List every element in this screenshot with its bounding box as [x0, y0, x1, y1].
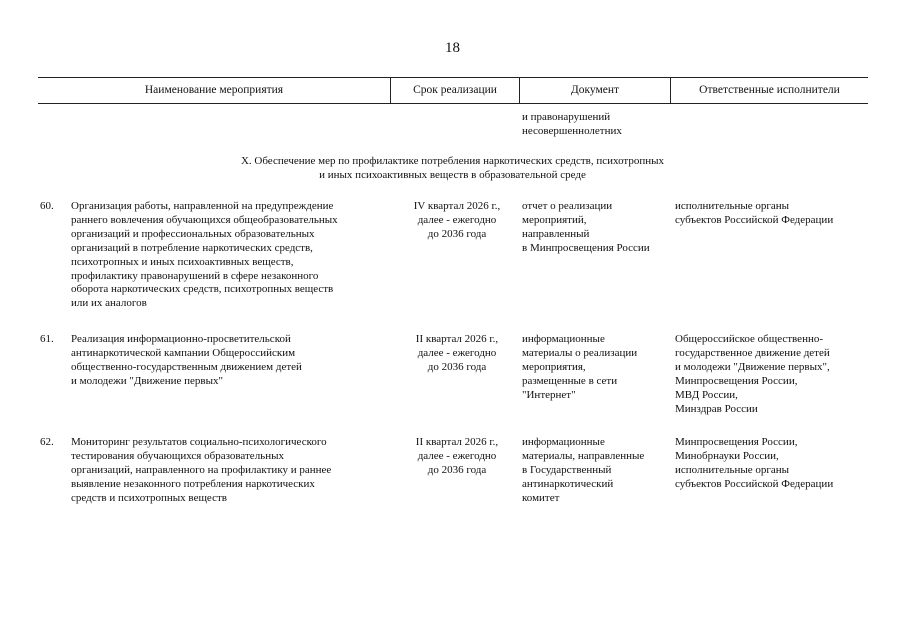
page-number: 18 — [445, 40, 460, 56]
responsible-cell: Общероссийское общественно- государственное движение детей и молодежи "Движение первых", Минпросвещения России, МВД России, Минздрав России — [675, 333, 830, 415]
term-cell: II квартал 2026 г., далее - ежегодно до 2036 года — [415, 436, 499, 476]
row-number: 61. — [40, 333, 54, 345]
row-number: 60. — [40, 200, 54, 212]
responsible-cell: исполнительные органы субъектов Российской Федерации — [675, 200, 834, 226]
carryover-document-cell: и правонарушений несовершеннолетних — [522, 111, 622, 137]
document-cell: информационные материалы, направленные в Государственный антинаркотический комитет — [522, 436, 645, 504]
header-term: Срок реализации — [391, 78, 520, 103]
activity-name-cell: Реализация информационно-просветительской антинаркотической кампании Общероссийским общественно-государственным движением детей и молодежи "Движение первых" — [71, 333, 302, 387]
document-cell: информационные материалы о реализации мероприятия, размещенные в сети "Интернет" — [522, 333, 638, 401]
activity-name-cell: Мониторинг результатов социально-психологического тестирования обучающихся образовательных организаций, направленного на профилактику и раннее выявление незаконного потребления наркотических средств и психотропных веществ — [71, 436, 332, 504]
row-number: 62. — [40, 436, 54, 448]
header-document: Документ — [520, 78, 671, 103]
table-header — [38, 77, 868, 104]
responsible-cell: Минпросвещения России, Минобрнауки России, исполнительные органы субъектов Российской Федерации — [675, 436, 834, 490]
document-cell: отчет о реализации мероприятий, направленный в Минпросвещения России — [522, 200, 650, 254]
header-activity-name: Наименование мероприятия — [38, 78, 391, 103]
activity-name-cell: Организация работы, направленной на предупреждение раннего вовлечения обучающихся общеобразовательных организаций и профессиональных образовательных организаций в потребление наркотических средств, психотропных и иных психоактивных веществ, профилактику правонарушений в сфере незаконного оборота наркотических средств, психотропных веществ или их аналогов — [71, 200, 338, 310]
section-title: X. Обеспечение мер по профилактике потребления наркотических средств, психотропных и иных психоактивных веществ в образовательной среде — [240, 155, 665, 181]
term-cell: IV квартал 2026 г., далее - ежегодно до 2036 года — [413, 200, 501, 240]
header-responsible: Ответственные исполнители — [699, 84, 840, 96]
term-cell: II квартал 2026 г., далее - ежегодно до 2036 года — [415, 333, 499, 373]
